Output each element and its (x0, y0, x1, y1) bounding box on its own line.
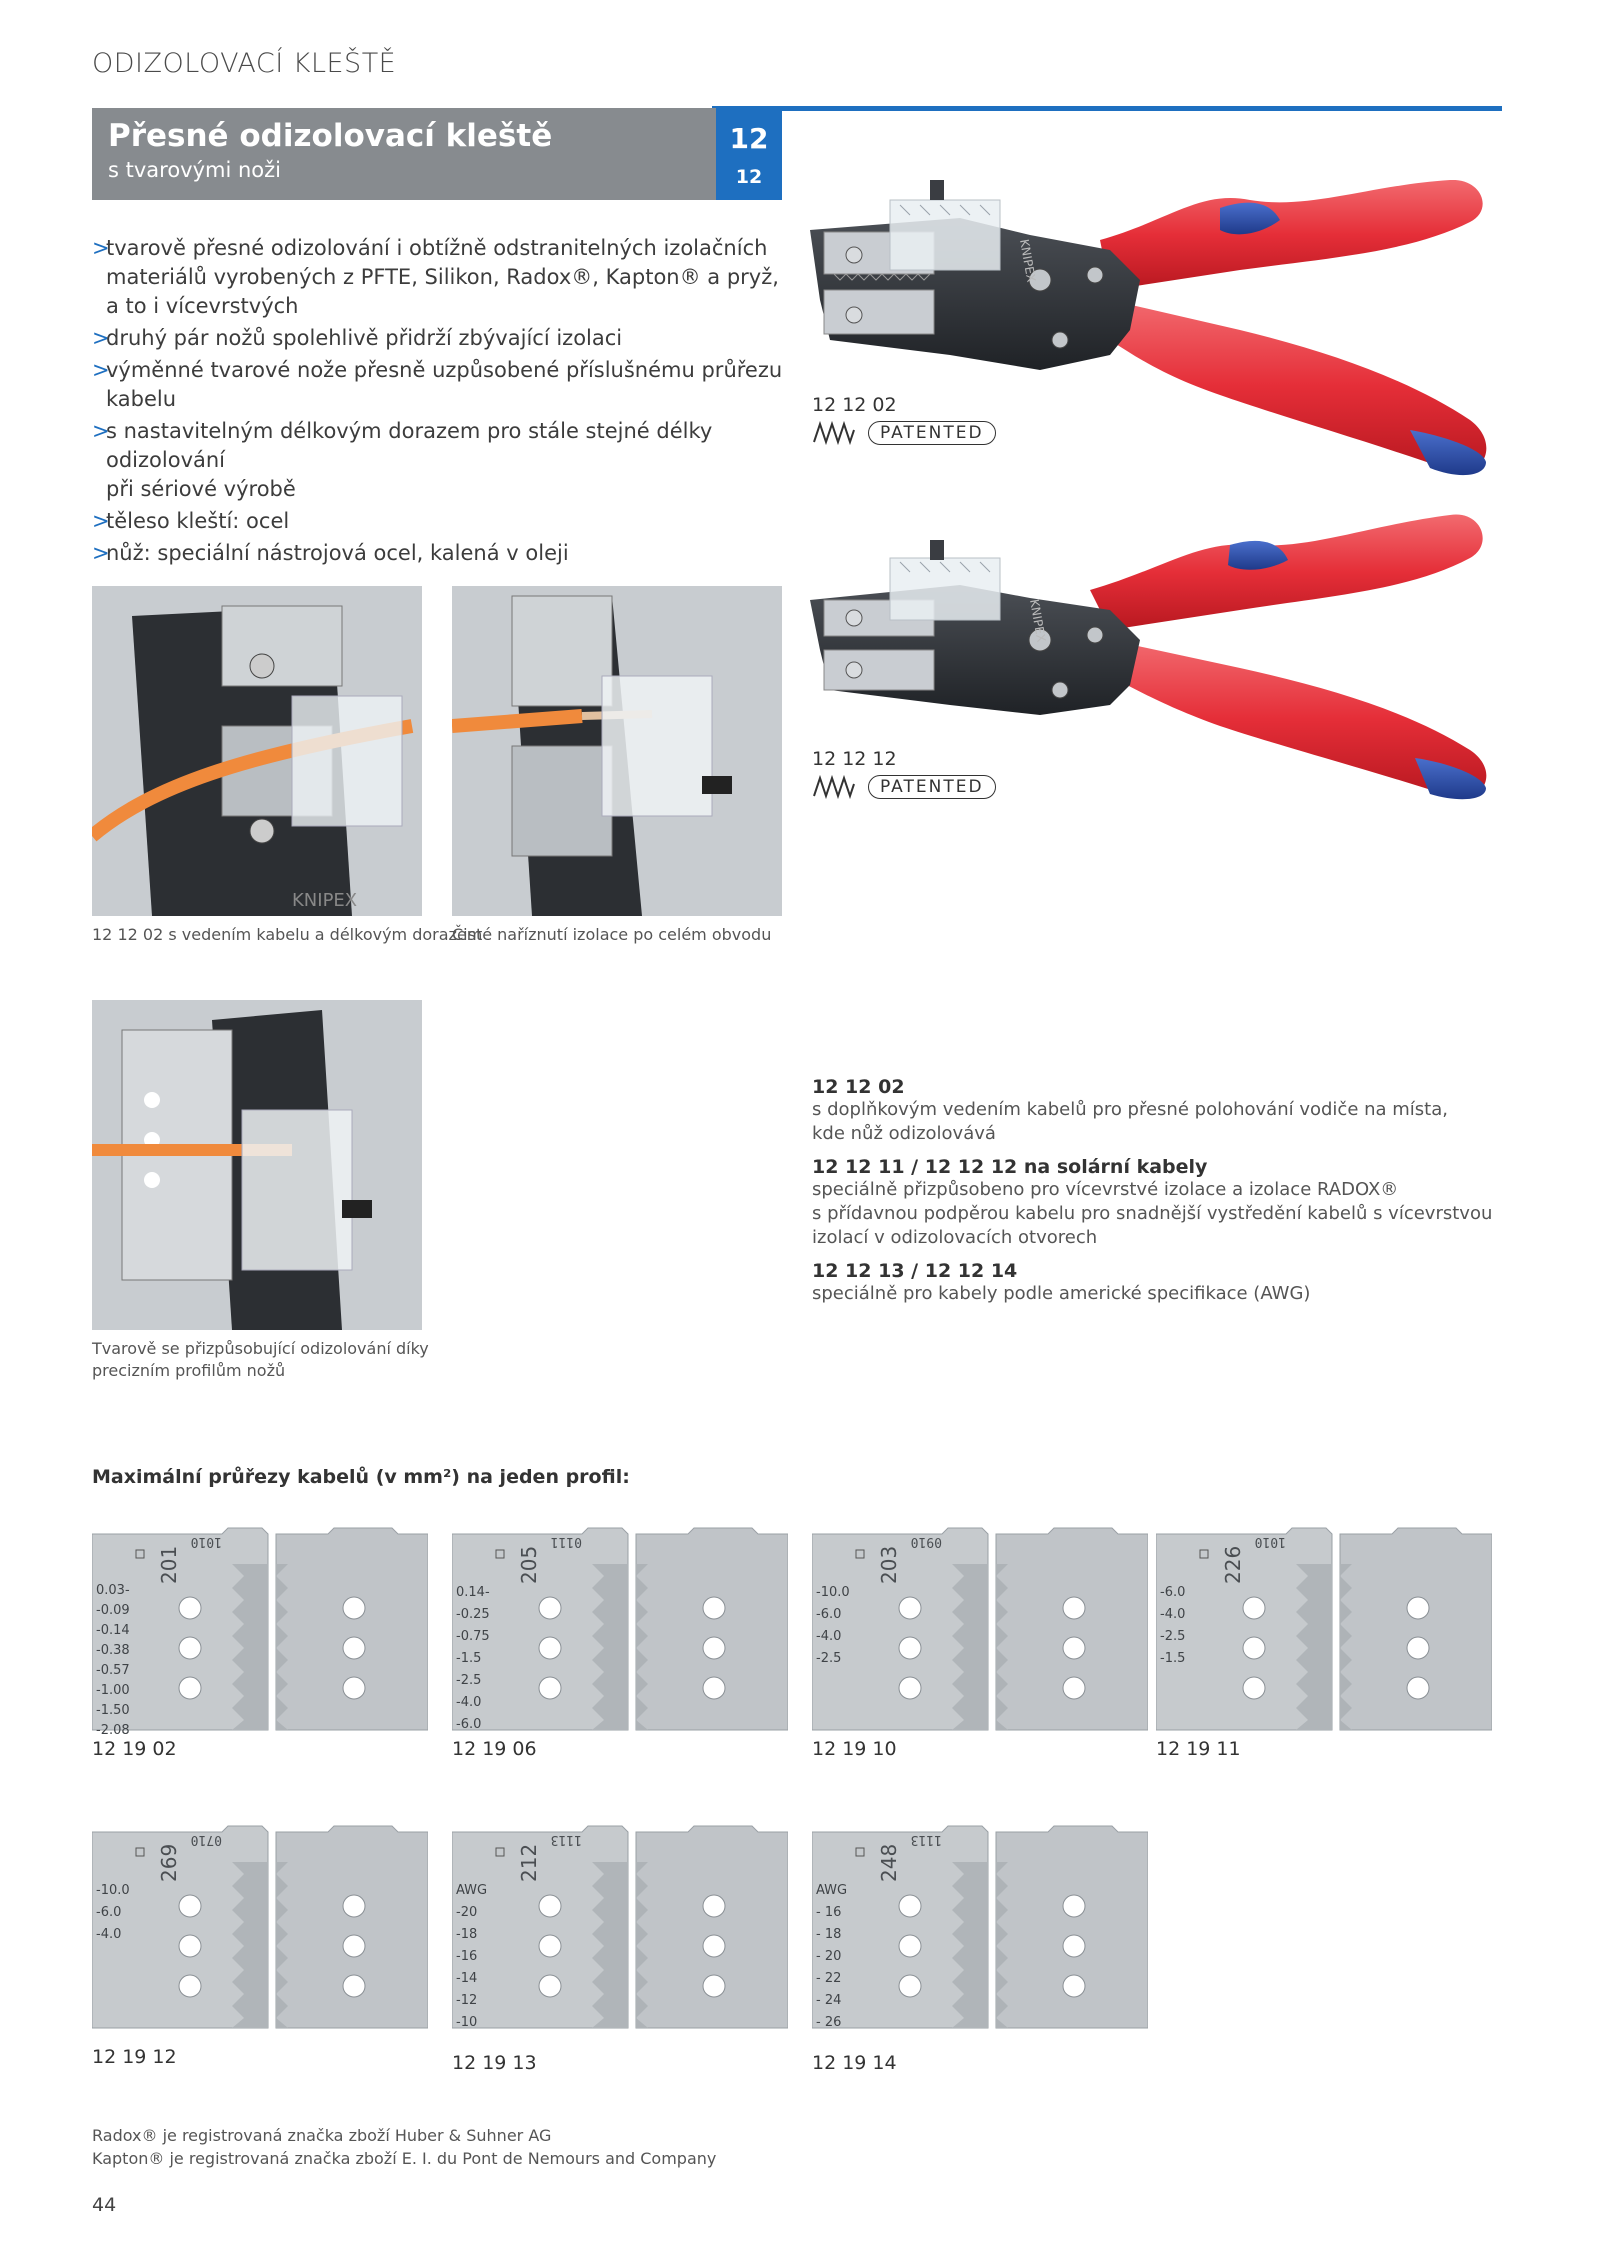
blade-size-label: -16 (456, 1949, 478, 1964)
bullet-marker: > (92, 236, 110, 260)
blade-size-label: -2.5 (456, 1673, 482, 1688)
chapter-subnumber: 12 (735, 166, 763, 188)
page-subtitle: s tvarovými noži (108, 158, 282, 182)
blade-image (812, 1524, 1148, 1740)
blade-size-label: - 22 (816, 1971, 842, 1986)
blade-code: 12 19 12 (92, 2046, 177, 2068)
blade-size-label: -20 (456, 1905, 478, 1920)
blade-size-label: 0.14- (456, 1585, 490, 1600)
blade-stamp: 0910 (910, 1534, 942, 1549)
variant-desc-line: s přídavnou podpěrou kabelu pro snadnější vystředění kabelů s vícevrstvou (812, 1203, 1493, 1224)
patent-label: PATENTED (868, 775, 996, 799)
variant-desc-line: kde nůž odizolovává (812, 1123, 996, 1144)
feature-line: druhý pár nožů spolehlivě přidrží zbývající izolaci (106, 326, 623, 350)
photo-caption (92, 1338, 429, 1382)
blade-size-label: -6.0 (96, 1905, 122, 1920)
feature-line: nůž: speciální nástrojová ocel, kalená v oleji (106, 541, 569, 565)
blade-size-label: -14 (456, 1971, 478, 1986)
variant-desc-line: izolací v odizolovacích otvorech (812, 1227, 1098, 1248)
blade-size-label: -4.0 (816, 1629, 842, 1644)
blade-image (812, 1822, 1148, 2038)
detail-photo-clean-cut (452, 586, 782, 916)
max-section-title: Maximální průřezy kabelů (v mm²) na jeden profil: (92, 1466, 630, 1488)
patent-badge (812, 420, 996, 446)
blade-code: 12 19 02 (92, 1738, 177, 1760)
feature-line: těleso kleští: ocel (106, 509, 290, 533)
footnote: Kapton® je registrovaná značka zboží E. I. du Pont de Nemours and Company (92, 2149, 717, 2168)
chapter-number: 12 (729, 122, 769, 155)
blade-size-label: -6.0 (816, 1607, 842, 1622)
blade-code: 12 19 06 (452, 1738, 537, 1760)
blade-image (452, 1822, 788, 2038)
feature-list (92, 234, 792, 571)
variant-desc-line: speciálně pro kabely podle americké specifikace (AWG) (812, 1283, 1311, 1304)
blade-size-label: -1.5 (456, 1651, 482, 1666)
product-code: 12 12 02 (812, 394, 897, 416)
blade-size-label: -0.57 (96, 1663, 130, 1678)
feature-item (92, 507, 792, 536)
blade-size-label: -0.38 (96, 1643, 130, 1658)
product-code: 12 12 12 (812, 748, 897, 770)
blade-size-label: -10.0 (96, 1883, 130, 1898)
blade-size-label: - 20 (816, 1949, 842, 1964)
blade-size-label: 0.03- (96, 1583, 130, 1598)
bullet-marker: > (92, 541, 110, 565)
blade-profile-number: 212 (517, 1843, 541, 1882)
blade-size-label: -1.5 (1160, 1651, 1186, 1666)
blade-image (92, 1822, 428, 2038)
blade-stamp: 1010 (190, 1534, 222, 1549)
detail-photo-cable-guide (92, 586, 422, 916)
blade-size-label: -2.08 (96, 1723, 130, 1738)
patent-badge (812, 774, 996, 800)
feature-item (92, 539, 792, 568)
bullet-marker: > (92, 419, 110, 443)
blade-size-label: -6.0 (1160, 1585, 1186, 1600)
blade-image (1156, 1524, 1492, 1740)
blade-size-label: AWG (816, 1883, 848, 1898)
variant-list (812, 1076, 1512, 1306)
variant-code: 12 12 13 / 12 12 14 (812, 1260, 1018, 1282)
plier-image-121212 (810, 500, 1500, 800)
blade-image (452, 1524, 788, 1740)
blade-code: 12 19 11 (1156, 1738, 1241, 1760)
feature-line: materiálů vyrobených z PFTE, Silikon, Radox®, Kapton® a pryž, (106, 265, 779, 289)
blade-size-label: -1.00 (96, 1683, 130, 1698)
feature-line: s nastavitelným délkovým dorazem pro stále stejné délky odizolování (106, 419, 713, 472)
patent-label: PATENTED (868, 421, 996, 445)
blade-size-label: -0.09 (96, 1603, 130, 1618)
blade-size-label: - 18 (816, 1927, 842, 1942)
header-rule (712, 106, 1502, 111)
blade-size-label: - 24 (816, 1993, 842, 2008)
blade-stamp: 1113 (910, 1832, 942, 1847)
blade-size-label: -6.0 (456, 1717, 482, 1732)
blade-image (92, 1524, 428, 1740)
blade-size-label: -4.0 (96, 1927, 122, 1942)
caption-line: Tvarově se přizpůsobující odizolování díky (92, 1339, 429, 1358)
detail-photo-profile-blades (92, 1000, 422, 1330)
feature-line: při sériové výrobě (106, 477, 296, 501)
blade-size-label: -4.0 (1160, 1607, 1186, 1622)
feature-item (92, 356, 792, 414)
variant-code: 12 12 02 (812, 1076, 905, 1098)
variant-item (812, 1260, 1512, 1306)
caption-line: precizním profilům nožů (92, 1361, 286, 1380)
variant-desc-line: s doplňkovým vedením kabelů pro přesné polohování vodiče na místa, (812, 1099, 1448, 1120)
feature-line: výměnné tvarové nože přesně uzpůsobené příslušnému průřezu kabelu (106, 358, 783, 411)
blade-size-label: -10 (456, 2015, 478, 2030)
blade-size-label: -12 (456, 1993, 478, 2008)
bullet-marker: > (92, 509, 110, 533)
chapter-badge (716, 108, 782, 200)
variant-code: 12 12 11 / 12 12 12 na solární kabely (812, 1156, 1208, 1178)
blade-profile-number: 226 (1221, 1545, 1245, 1584)
photo-caption: Čisté naříznutí izolace po celém obvodu (452, 925, 772, 944)
photo-brand-text: KNIPEX (292, 890, 358, 911)
patent-zigzag-icon (812, 420, 856, 446)
blade-stamp: 0111 (550, 1534, 582, 1549)
plier-brand-text: KNIPEX (1027, 598, 1049, 644)
bullet-marker: > (92, 358, 110, 382)
blade-code: 12 19 13 (452, 2052, 537, 2074)
blade-size-label: -18 (456, 1927, 478, 1942)
blade-size-label: -1.50 (96, 1703, 130, 1718)
blade-code: 12 19 10 (812, 1738, 897, 1760)
blade-size-label: -2.5 (816, 1651, 842, 1666)
bullet-marker: > (92, 326, 110, 350)
blade-size-label: AWG (456, 1883, 488, 1898)
section-title: ODIZOLOVACÍ KLEŠTĚ (92, 48, 397, 79)
blade-size-label: -0.75 (456, 1629, 490, 1644)
plier-brand-text: KNIPEX (1017, 238, 1039, 284)
blade-profile-number: 203 (877, 1545, 901, 1584)
blade-size-label: -4.0 (456, 1695, 482, 1710)
feature-item (92, 324, 792, 353)
blade-profile-number: 201 (157, 1545, 181, 1584)
blade-stamp: 0710 (190, 1832, 222, 1847)
blade-stamp: 1113 (550, 1832, 582, 1847)
feature-item (92, 234, 792, 321)
blade-profile-number: 205 (517, 1545, 541, 1584)
feature-item (92, 417, 792, 504)
page-title: Přesné odizolovací kleště (108, 118, 553, 154)
feature-line: tvarově přesné odizolování i obtížně odstranitelných izolačních (106, 236, 768, 260)
blade-size-label: -0.25 (456, 1607, 490, 1622)
blade-profile-number: 248 (877, 1843, 901, 1882)
blade-size-label: - 26 (816, 2015, 842, 2030)
blade-size-label: -2.5 (1160, 1629, 1186, 1644)
blade-size-label: -10.0 (816, 1585, 850, 1600)
patent-zigzag-icon (812, 774, 856, 800)
variant-item (812, 1076, 1512, 1146)
blade-profile-number: 269 (157, 1843, 181, 1882)
variant-item (812, 1156, 1512, 1250)
photo-caption: 12 12 02 s vedením kabelu a délkovým dorazem (92, 925, 483, 944)
feature-line: a to i vícevrstvých (106, 294, 299, 318)
blade-size-label: -0.14 (96, 1623, 130, 1638)
footnote: Radox® je registrovaná značka zboží Huber & Suhner AG (92, 2126, 552, 2145)
blade-size-label: - 16 (816, 1905, 842, 1920)
variant-desc-line: speciálně přizpůsobeno pro vícevrstvé izolace a izolace RADOX® (812, 1179, 1399, 1200)
blade-code: 12 19 14 (812, 2052, 897, 2074)
blade-stamp: 1010 (1254, 1534, 1286, 1549)
page-number: 44 (92, 2194, 117, 2216)
